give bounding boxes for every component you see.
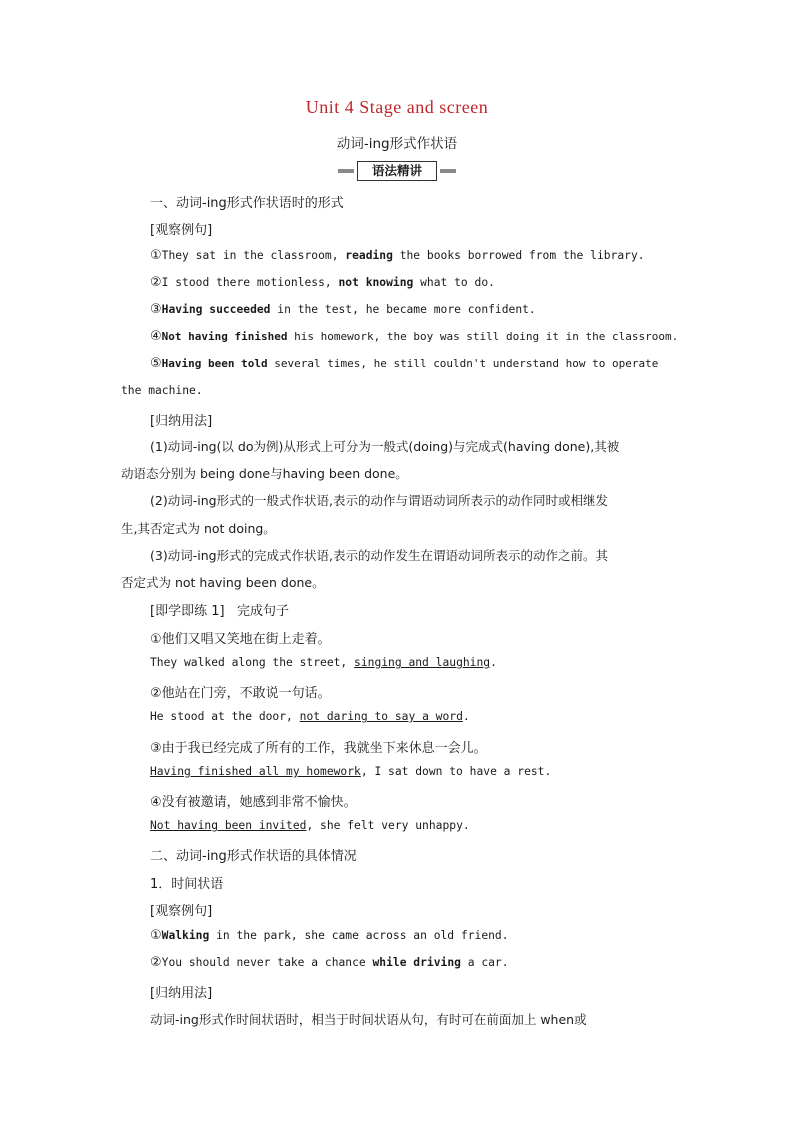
practice-answer: He stood at the door, not daring to say a word. bbox=[150, 710, 470, 723]
example-sentence-continued: the machine. bbox=[121, 384, 203, 397]
rule-text: 动语态分别为 being done与having been done。 bbox=[121, 466, 408, 481]
rule-text: (2)动词-ing形式的一般式作状语,表示的动作与谓语动词所表示的动作同时或相继发 bbox=[150, 493, 609, 508]
practice-chinese: ②他站在门旁，不敢说一句话。 bbox=[150, 686, 331, 701]
page-subtitle: 动词-ing形式作状语 bbox=[336, 136, 458, 152]
observe-label: [观察例句] bbox=[150, 904, 213, 919]
rule-text: (3)动词-ing形式的完成式作状语,表示的动作发生在谓语动词所表示的动作之前。其 bbox=[150, 548, 609, 563]
observe-label: [观察例句] bbox=[150, 223, 213, 238]
section-heading: 一、动词-ing形式作状语时的形式 bbox=[150, 196, 344, 211]
rule-text: 否定式为 not having been done。 bbox=[121, 575, 325, 590]
section-banner bbox=[0, 160, 794, 181]
rule-text: 生,其否定式为 not doing。 bbox=[121, 521, 276, 536]
rule-text: 动词-ing形式作时间状语时，相当于时间状语从句，有时可在前面加上 when或 bbox=[150, 1012, 587, 1027]
practice-chinese: ①他们又唱又笑地在街上走着。 bbox=[150, 632, 331, 647]
rule-label: [归纳用法] bbox=[150, 986, 213, 1001]
rule-text: (1)动词-ing(以 do为例)从形式上可分为一般式(doing)与完成式(having done),其被 bbox=[150, 439, 620, 454]
example-sentence: ①They sat in the classroom, reading the books borrowed from the library. bbox=[150, 248, 645, 263]
banner-label: 语法精讲 bbox=[357, 161, 437, 181]
example-sentence: ③Having succeeded in the test, he became more confident. bbox=[150, 302, 536, 317]
example-sentence: ⑤Having been told several times, he still couldn't understand how to operate bbox=[150, 356, 659, 371]
example-sentence: ②You should never take a chance while driving a car. bbox=[150, 955, 509, 970]
practice-chinese: ④没有被邀请，她感到非常不愉快。 bbox=[150, 795, 357, 810]
page-title: Unit 4 Stage and screen bbox=[305, 97, 489, 117]
rule-label: [归纳用法] bbox=[150, 414, 213, 429]
example-sentence: ④Not having finished his homework, the boy was still doing it in the classroom. bbox=[150, 329, 679, 344]
practice-answer: They walked along the street, singing and laughing. bbox=[150, 656, 497, 669]
practice-answer: Not having been invited, she felt very unhappy. bbox=[150, 819, 470, 832]
practice-answer: Having finished all my homework, I sat down to have a rest. bbox=[150, 765, 552, 778]
practice-label: [即学即练 1] 完成句子 bbox=[150, 604, 289, 619]
section-heading: 二、动词-ing形式作状语的具体情况 bbox=[150, 849, 357, 864]
subsection-heading: 1．时间状语 bbox=[150, 877, 224, 892]
practice-chinese: ③由于我已经完成了所有的工作，我就坐下来休息一会儿。 bbox=[150, 741, 487, 756]
example-sentence: ②I stood there motionless, not knowing what to do. bbox=[150, 275, 495, 290]
example-sentence: ①Walking in the park, she came across an old friend. bbox=[150, 928, 509, 943]
